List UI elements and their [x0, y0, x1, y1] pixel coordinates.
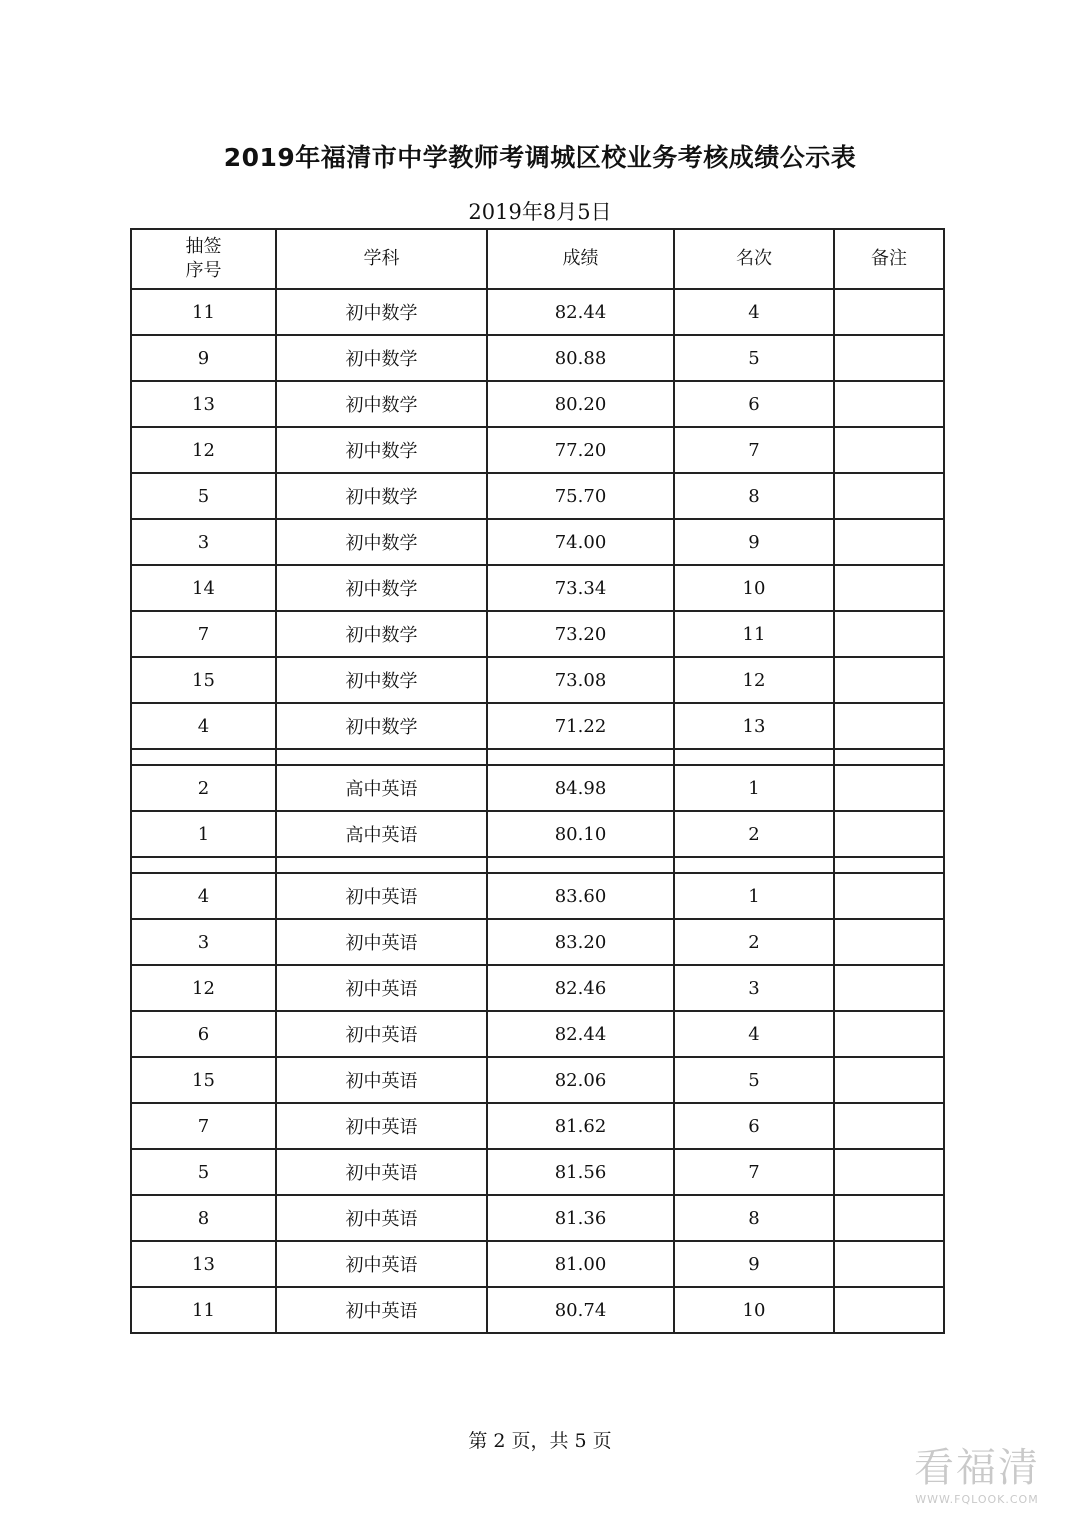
table-row: [131, 1195, 944, 1241]
cell-score: 71.22: [487, 703, 674, 749]
separator-cell: [131, 857, 276, 873]
cell-remark: [834, 1011, 944, 1057]
cell-score: 73.34: [487, 565, 674, 611]
page-footer: 第 2 页，共 5 页: [468, 1430, 612, 1452]
cell-draw-number: 13: [131, 381, 276, 427]
cell-subject: 初中英语: [276, 1195, 487, 1241]
cell-score: 83.20: [487, 919, 674, 965]
cell-draw-number: 11: [131, 289, 276, 335]
separator-cell: [276, 857, 487, 873]
cell-remark: [834, 657, 944, 703]
cell-remark: [834, 381, 944, 427]
cell-draw-number: 7: [131, 1103, 276, 1149]
cell-draw-number: 1: [131, 811, 276, 857]
cell-subject: 高中英语: [276, 765, 487, 811]
cell-subject: 初中英语: [276, 965, 487, 1011]
cell-score: 77.20: [487, 427, 674, 473]
cell-rank: 6: [674, 1103, 834, 1149]
watermark-logo: [902, 1436, 1052, 1506]
cell-subject: 初中英语: [276, 1011, 487, 1057]
table-row: [131, 473, 944, 519]
cell-draw-number: 3: [131, 519, 276, 565]
table-row: [131, 1241, 944, 1287]
table-row: [131, 565, 944, 611]
cell-score: 80.74: [487, 1287, 674, 1333]
separator-cell: [487, 749, 674, 765]
cell-remark: [834, 1287, 944, 1333]
table-header-row: [131, 229, 944, 289]
table-row: [131, 873, 944, 919]
header-subject: 学科: [276, 229, 487, 289]
cell-subject: 初中英语: [276, 919, 487, 965]
table-row: [131, 427, 944, 473]
cell-subject: 初中数学: [276, 657, 487, 703]
cell-rank: 3: [674, 965, 834, 1011]
table-row: [131, 335, 944, 381]
cell-subject: 初中数学: [276, 611, 487, 657]
cell-score: 83.60: [487, 873, 674, 919]
document-title: 2019年福清市中学教师考调城区校业务考核成绩公示表: [223, 143, 857, 172]
cell-score: 74.00: [487, 519, 674, 565]
cell-score: 73.08: [487, 657, 674, 703]
cell-draw-number: 14: [131, 565, 276, 611]
header-draw-number-line1: 抽签: [185, 236, 222, 257]
cell-subject: 初中数学: [276, 565, 487, 611]
table-row: [131, 1287, 944, 1333]
score-table: [130, 228, 945, 1334]
separator-cell: [834, 857, 944, 873]
cell-remark: [834, 1103, 944, 1149]
cell-draw-number: 11: [131, 1287, 276, 1333]
cell-subject: 初中数学: [276, 381, 487, 427]
separator-cell: [276, 749, 487, 765]
cell-remark: [834, 1195, 944, 1241]
separator-cell: [834, 749, 944, 765]
cell-subject: 高中英语: [276, 811, 487, 857]
score-table-body: [131, 289, 944, 1333]
cell-rank: 2: [674, 919, 834, 965]
cell-remark: [834, 289, 944, 335]
cell-remark: [834, 873, 944, 919]
group-separator-row: [131, 749, 944, 765]
cell-remark: [834, 335, 944, 381]
cell-draw-number: 5: [131, 473, 276, 519]
cell-subject: 初中数学: [276, 473, 487, 519]
cell-rank: 4: [674, 289, 834, 335]
cell-subject: 初中数学: [276, 519, 487, 565]
cell-subject: 初中数学: [276, 427, 487, 473]
table-row: [131, 1103, 944, 1149]
cell-subject: 初中英语: [276, 873, 487, 919]
cell-rank: 7: [674, 427, 834, 473]
cell-remark: [834, 1241, 944, 1287]
cell-score: 75.70: [487, 473, 674, 519]
separator-cell: [487, 857, 674, 873]
cell-draw-number: 12: [131, 427, 276, 473]
cell-draw-number: 4: [131, 873, 276, 919]
cell-score: 81.62: [487, 1103, 674, 1149]
separator-cell: [674, 857, 834, 873]
cell-remark: [834, 519, 944, 565]
cell-subject: 初中数学: [276, 289, 487, 335]
cell-subject: 初中数学: [276, 703, 487, 749]
cell-remark: [834, 1057, 944, 1103]
cell-rank: 9: [674, 1241, 834, 1287]
cell-rank: 5: [674, 1057, 834, 1103]
watermark-text: 看福清: [914, 1445, 1040, 1491]
cell-rank: 13: [674, 703, 834, 749]
cell-rank: 2: [674, 811, 834, 857]
cell-draw-number: 9: [131, 335, 276, 381]
cell-subject: 初中数学: [276, 335, 487, 381]
cell-draw-number: 7: [131, 611, 276, 657]
cell-score: 82.44: [487, 1011, 674, 1057]
cell-draw-number: 15: [131, 657, 276, 703]
cell-rank: 7: [674, 1149, 834, 1195]
table-row: [131, 1057, 944, 1103]
cell-rank: 1: [674, 765, 834, 811]
cell-rank: 11: [674, 611, 834, 657]
table-row: [131, 519, 944, 565]
table-row: [131, 811, 944, 857]
cell-remark: [834, 765, 944, 811]
cell-rank: 1: [674, 873, 834, 919]
cell-rank: 9: [674, 519, 834, 565]
document-date: 2019年8月5日: [468, 200, 612, 224]
cell-subject: 初中英语: [276, 1241, 487, 1287]
cell-score: 81.56: [487, 1149, 674, 1195]
table-row: [131, 965, 944, 1011]
cell-rank: 5: [674, 335, 834, 381]
cell-rank: 4: [674, 1011, 834, 1057]
table-row: [131, 919, 944, 965]
cell-remark: [834, 703, 944, 749]
cell-rank: 8: [674, 1195, 834, 1241]
cell-score: 80.20: [487, 381, 674, 427]
cell-score: 84.98: [487, 765, 674, 811]
cell-remark: [834, 1149, 944, 1195]
header-score: 成绩: [487, 229, 674, 289]
cell-score: 82.44: [487, 289, 674, 335]
cell-rank: 12: [674, 657, 834, 703]
cell-score: 80.88: [487, 335, 674, 381]
cell-rank: 8: [674, 473, 834, 519]
cell-remark: [834, 811, 944, 857]
cell-score: 81.00: [487, 1241, 674, 1287]
cell-rank: 6: [674, 381, 834, 427]
cell-draw-number: 6: [131, 1011, 276, 1057]
cell-remark: [834, 611, 944, 657]
cell-rank: 10: [674, 1287, 834, 1333]
cell-score: 73.20: [487, 611, 674, 657]
cell-subject: 初中英语: [276, 1287, 487, 1333]
cell-remark: [834, 919, 944, 965]
cell-remark: [834, 427, 944, 473]
table-row: [131, 1149, 944, 1195]
cell-draw-number: 15: [131, 1057, 276, 1103]
cell-score: 81.36: [487, 1195, 674, 1241]
cell-draw-number: 2: [131, 765, 276, 811]
header-draw-number: [131, 229, 276, 289]
cell-rank: 10: [674, 565, 834, 611]
header-draw-number-line2: 序号: [185, 260, 222, 281]
table-row: [131, 1011, 944, 1057]
group-separator-row: [131, 857, 944, 873]
separator-cell: [674, 749, 834, 765]
cell-draw-number: 3: [131, 919, 276, 965]
watermark-url: WWW.FQLOOK.COM: [915, 1493, 1039, 1506]
cell-score: 82.46: [487, 965, 674, 1011]
cell-draw-number: 12: [131, 965, 276, 1011]
cell-remark: [834, 565, 944, 611]
cell-draw-number: 13: [131, 1241, 276, 1287]
cell-draw-number: 4: [131, 703, 276, 749]
cell-remark: [834, 965, 944, 1011]
table-row: [131, 611, 944, 657]
cell-score: 82.06: [487, 1057, 674, 1103]
cell-draw-number: 5: [131, 1149, 276, 1195]
table-row: [131, 765, 944, 811]
cell-draw-number: 8: [131, 1195, 276, 1241]
cell-subject: 初中英语: [276, 1103, 487, 1149]
cell-score: 80.10: [487, 811, 674, 857]
table-row: [131, 703, 944, 749]
header-rank: 名次: [674, 229, 834, 289]
cell-subject: 初中英语: [276, 1057, 487, 1103]
table-row: [131, 381, 944, 427]
header-remark: 备注: [834, 229, 944, 289]
table-row: [131, 289, 944, 335]
cell-subject: 初中英语: [276, 1149, 487, 1195]
separator-cell: [131, 749, 276, 765]
table-row: [131, 657, 944, 703]
cell-remark: [834, 473, 944, 519]
